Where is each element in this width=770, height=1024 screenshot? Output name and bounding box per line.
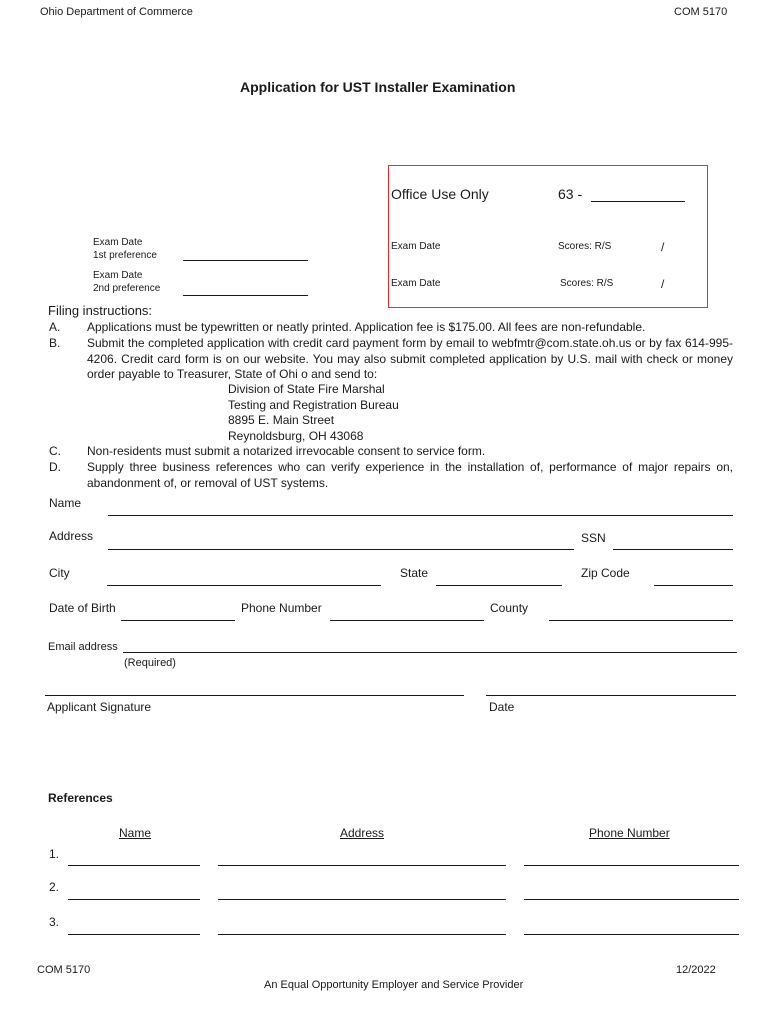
exam-date-2nd-label: Exam Date 2nd preference xyxy=(93,270,161,294)
exam-date-1st-field[interactable] xyxy=(183,260,308,261)
name-label: Name xyxy=(49,496,82,510)
email-label: Email address xyxy=(48,641,118,653)
office-exam-date-1: Exam Date xyxy=(391,241,441,252)
ref-2-name-field[interactable] xyxy=(68,899,200,900)
phone-label: Phone Number xyxy=(241,601,322,615)
ref-3-phone-field[interactable] xyxy=(524,934,739,935)
email-field[interactable] xyxy=(123,652,737,653)
ref-col-phone: Phone Number xyxy=(589,826,670,840)
department-name: Ohio Department of Commerce xyxy=(40,6,193,18)
address-field[interactable] xyxy=(108,549,574,550)
office-slash-1: / xyxy=(661,240,665,254)
instruction-c-text: Non-residents must submit a notarized irrevocable consent to service form. xyxy=(87,444,486,458)
mailing-address: Division of State Fire Marshal Testing and Registration Bureau 8895 E. Main Street Reynoldsburg, OH 43068 xyxy=(228,382,399,443)
date-label: Date xyxy=(489,700,515,714)
ref-row-1-number: 1. xyxy=(49,847,60,861)
ref-col-address: Address xyxy=(340,826,385,840)
email-required-note: (Required) xyxy=(124,657,176,669)
references-heading: References xyxy=(48,791,113,805)
footer-date: 12/2022 xyxy=(676,964,716,976)
dob-field[interactable] xyxy=(121,620,235,621)
ref-2-address-field[interactable] xyxy=(218,899,506,900)
ref-row-3-number: 3. xyxy=(49,915,60,929)
zip-label: Zip Code xyxy=(581,566,630,580)
ref-1-address-field[interactable] xyxy=(218,865,506,866)
city-label: City xyxy=(49,566,70,580)
state-field[interactable] xyxy=(436,585,562,586)
ref-col-name: Name xyxy=(119,826,152,840)
office-scores-2: Scores: R/S xyxy=(560,278,614,289)
ssn-label: SSN xyxy=(581,531,606,545)
office-exam-date-2: Exam Date xyxy=(391,278,441,289)
equal-opportunity-notice: An Equal Opportunity Employer and Service Provider xyxy=(264,979,524,991)
ref-2-phone-field[interactable] xyxy=(524,899,739,900)
date-field[interactable] xyxy=(486,695,736,696)
phone-field[interactable] xyxy=(330,620,484,621)
instruction-d-text: Supply three business references who can verify experience in the installation of, performance of major repairs on, abandonment of, or removal of UST systems. xyxy=(87,460,733,490)
office-number-prefix: 63 - xyxy=(558,186,583,202)
county-field[interactable] xyxy=(549,620,733,621)
form-code: COM 5170 xyxy=(674,6,728,18)
footer-form-code: COM 5170 xyxy=(37,964,91,976)
ref-row-2-number: 2. xyxy=(49,880,60,894)
signature-field[interactable] xyxy=(45,695,464,696)
office-scores-1: Scores: R/S xyxy=(558,241,612,252)
name-field[interactable] xyxy=(108,515,733,516)
instruction-b-marker: B. xyxy=(49,336,61,350)
county-label: County xyxy=(490,601,529,615)
instruction-a-marker: A. xyxy=(49,320,61,334)
dob-label: Date of Birth xyxy=(49,601,116,615)
ref-1-phone-field[interactable] xyxy=(524,865,739,866)
address-label: Address xyxy=(49,529,94,543)
city-field[interactable] xyxy=(107,585,381,586)
state-label: State xyxy=(400,566,429,580)
ref-3-name-field[interactable] xyxy=(68,934,200,935)
instruction-a-text: Applications must be typewritten or neatly printed. Application fee is $175.00. All fees are non-refundable. xyxy=(87,320,646,334)
instruction-d-marker: D. xyxy=(49,460,61,474)
exam-date-2nd-field[interactable] xyxy=(183,295,308,296)
zip-field[interactable] xyxy=(654,585,733,586)
filing-instructions-heading: Filing instructions: xyxy=(48,303,153,318)
ssn-field[interactable] xyxy=(613,549,733,550)
office-number-line xyxy=(591,201,685,202)
exam-date-1st-label: Exam Date 1st preference xyxy=(93,237,157,261)
ref-1-name-field[interactable] xyxy=(68,865,200,866)
signature-label: Applicant Signature xyxy=(47,700,152,714)
office-use-label: Office Use Only xyxy=(391,186,489,202)
instruction-b-text: Submit the completed application with credit card payment form by email to webfmtr@com.state.oh.us or by fax 614-995-4206. Credit card form is on our website. You may also submit completed application by U.S. mail with check or money order payable to Treasurer, State of Ohi o and send to: xyxy=(87,336,733,381)
page-title: Application for UST Installer Examination xyxy=(240,79,516,95)
office-slash-2: / xyxy=(661,277,665,291)
instruction-c-marker: C. xyxy=(49,444,61,458)
ref-3-address-field[interactable] xyxy=(218,934,506,935)
